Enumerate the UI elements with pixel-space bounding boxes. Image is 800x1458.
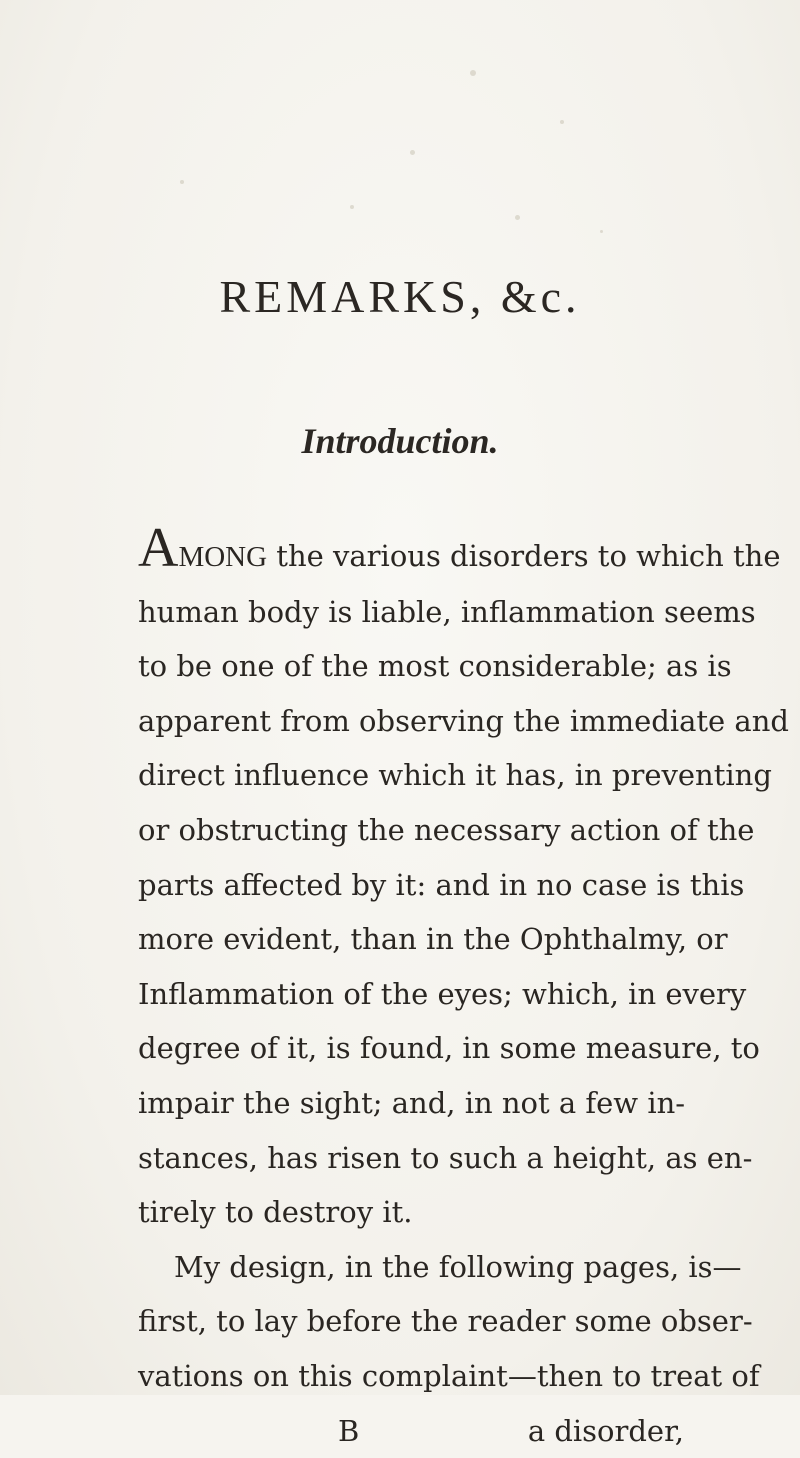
text-line: to be one of the most considerable; as is <box>138 639 684 694</box>
opening-word <box>138 541 267 573</box>
text-line: first, to lay before the reader some obser- <box>138 1294 684 1349</box>
signature-mark: B <box>138 1404 359 1458</box>
text-line: degree of it, is found, in some measure, to <box>138 1021 684 1076</box>
text-line: or obstructing the necessary action of the <box>138 803 684 858</box>
text-line: human body is liable, inflammation seems <box>138 585 684 640</box>
text-line: My design, in the following pages, is— <box>138 1240 684 1295</box>
text-line: impair the sight; and, in not a few in- <box>138 1076 684 1131</box>
page-footer <box>138 1404 684 1458</box>
text-line: vations on this complaint—then to treat of <box>138 1349 684 1404</box>
text-line: stances, has risen to such a height, as en- <box>138 1131 684 1186</box>
text-line: parts affected by it: and in no case is this <box>138 858 684 913</box>
text-line-content: the various disorders to which the <box>267 539 780 573</box>
opening-word-rest: MONG <box>178 541 267 573</box>
text-line: direct influence which it has, in preventing <box>138 748 684 803</box>
text-line <box>138 520 684 585</box>
text-line: more evident, than in the Ophthalmy, or <box>138 912 684 967</box>
paper-speck <box>350 205 354 209</box>
drop-cap: A <box>138 517 178 579</box>
paper-speck <box>600 230 603 233</box>
page-title: REMARKS, &c. <box>0 270 800 323</box>
catchword: a disorder, <box>528 1404 684 1458</box>
paper-speck <box>470 70 476 76</box>
text-line: apparent from observing the immediate and <box>138 694 684 749</box>
text-line-last: tirely to destroy it. <box>138 1185 684 1240</box>
text-line: Inflammation of the eyes; which, in every <box>138 967 684 1022</box>
section-heading: Introduction. <box>0 420 800 462</box>
paper-speck <box>180 180 184 184</box>
paper-speck <box>560 120 564 124</box>
paper-speck <box>410 150 415 155</box>
paper-speck <box>515 215 520 220</box>
body-text <box>138 520 684 1458</box>
